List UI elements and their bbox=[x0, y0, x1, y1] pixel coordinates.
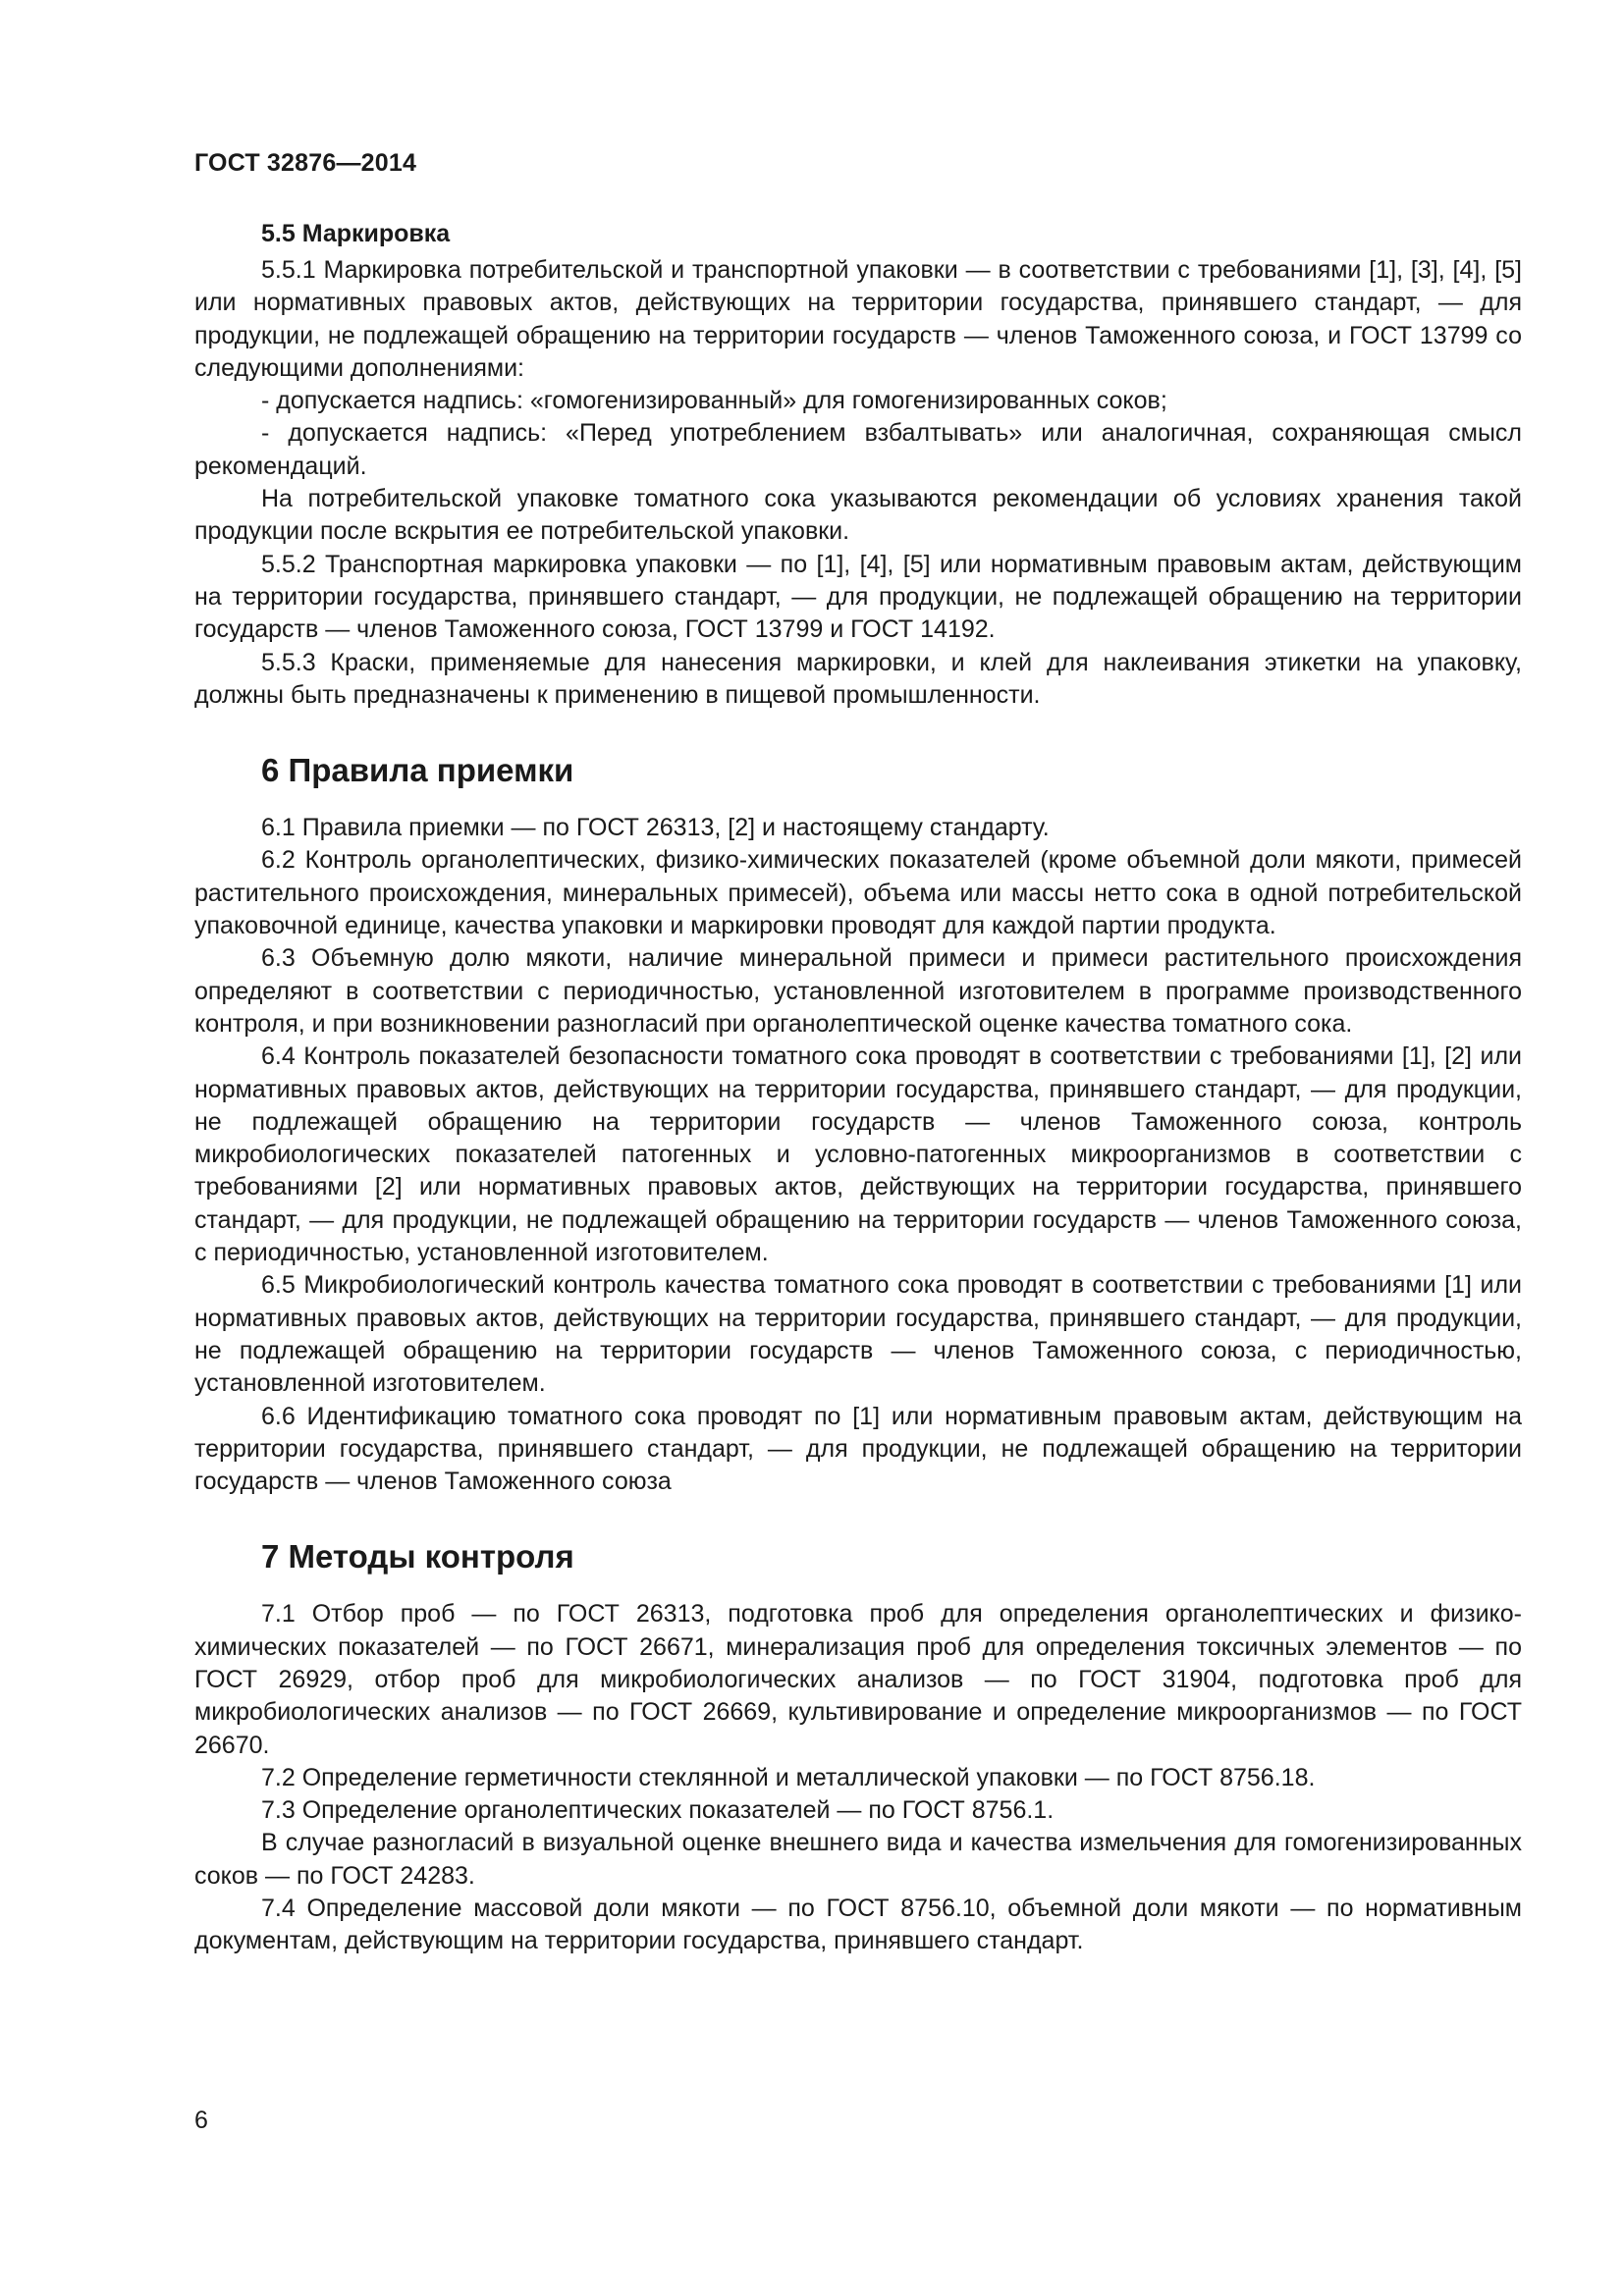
section-title-7: 7 Методы контроля bbox=[261, 1538, 574, 1575]
page-number: 6 bbox=[194, 2107, 208, 2134]
paragraph-6-5: 6.5 Микробиологический контроль качества томатного сока проводят в соответствии с требованиями [1] или нормативных правовых актов, действующих на территории государства, принявшего стандарт, — для продукции, не подлежащей обращению на территории государств — членов Таможенного союза, с периодичностью, установленной изготовителем. bbox=[194, 1271, 1522, 1398]
paragraph-6-6: 6.6 Идентификацию томатного сока проводят по [1] или нормативным правовым актам, действующим на территории государства, принявшего стандарт, — для продукции, не подлежащей обращению на территории государств — членов Таможенного союза bbox=[194, 1402, 1522, 1496]
list-item-dash-2: - допускается надпись: «Перед употреблением взбалтывать» или аналогичная, сохраняющая смысл рекомендаций. bbox=[194, 419, 1522, 480]
section-title-6: 6 Правила приемки bbox=[261, 752, 574, 789]
paragraph-6-2: 6.2 Контроль органолептических, физико-химических показателей (кроме объемной доли мякоти, примесей растительного происхождения, минеральных примесей), объема или массы нетто сока в одной потребительской упаковочной единице, качества упаковки и маркировки проводят для каждой партии продукта. bbox=[194, 846, 1522, 940]
paragraph-7-3: 7.3 Определение органолептических показателей — по ГОСТ 8756.1. bbox=[261, 1796, 1055, 1825]
list-item-dash-1: - допускается надпись: «гомогенизированный» для гомогенизированных соков; bbox=[261, 387, 1167, 415]
paragraph-7-1: 7.1 Отбор проб — по ГОСТ 26313, подготовка проб для определения органолептических и физико-химических показателей — по ГОСТ 26671, минерализация проб для определения токсичных элементов — по ГОСТ 26929, отбор проб для микробиологических анализов — по ГОСТ 31904, подготовка проб для микробиологических анализов — по ГОСТ 26669, культивирование и определение микроорганизмов — по ГОСТ 26670. bbox=[194, 1600, 1522, 1759]
paragraph-6-4: 6.4 Контроль показателей безопасности томатного сока проводят в соответствии с требованиями [1], [2] или нормативных правовых актов, действующих на территории государства, принявшего стандарт, — для продукции, не подлежащей обращению на территории государств — членов Таможенного союза, контроль микробиологических показателей патогенных и условно-патогенных микроорганизмов в соответствии с требованиями [2] или нормативных правовых актов, действующих на территории государства, принявшего стандарт, — для продукции, не подлежащей обращению на территории государств — членов Таможенного союза, с периодичностью, установленной изготовителем. bbox=[194, 1042, 1522, 1267]
document-header: ГОСТ 32876—2014 bbox=[194, 149, 417, 177]
document-body bbox=[194, 218, 1522, 1958]
paragraph-5-5-3: 5.5.3 Краски, применяемые для нанесения маркировки, и клей для наклеивания этикетки на упаковку, должны быть предназначены к применению в пищевой промышленности. bbox=[194, 648, 1522, 709]
paragraph-5-5-2: 5.5.2 Транспортная маркировка упаковки — по [1], [4], [5] или нормативным правовым актам, действующим на территории государства, принявшего стандарт, — для продукции, не подлежащей обращению на территории государств — членов Таможенного союза, ГОСТ 13799 и ГОСТ 14192. bbox=[194, 550, 1522, 644]
paragraph-7-3-note: В случае разногласий в визуальной оценке внешнего вида и качества измельчения для гомогенизированных соков — по ГОСТ 24283. bbox=[194, 1829, 1522, 1890]
paragraph-7-2: 7.2 Определение герметичности стеклянной и металлической упаковки — по ГОСТ 8756.18. bbox=[261, 1763, 1316, 1791]
paragraph-5-5-note: На потребительской упаковке томатного сока указываются рекомендации об условиях хранения такой продукции после вскрытия ее потребительской упаковки. bbox=[194, 485, 1522, 546]
subsection-title-5-5: 5.5 Маркировка bbox=[261, 220, 451, 247]
paragraph-5-5-1: 5.5.1 Маркировка потребительской и транспортной упаковки — в соответствии с требованиями [1], [3], [4], [5] или нормативных правовых актов, действующих на территории государства, принявшего стандарт, — для продукции, не подлежащей обращению на территории государств — членов Таможенного союза, и ГОСТ 13799 со следующими дополнениями: bbox=[194, 256, 1522, 382]
paragraph-6-3: 6.3 Объемную долю мякоти, наличие минеральной примеси и примеси растительного происхождения определяют в соответствии с периодичностью, установленной изготовителем в программе производственного контроля, и при возникновении разногласий при органолептической оценке качества томатного сока. bbox=[194, 944, 1522, 1038]
paragraph-6-1: 6.1 Правила приемки — по ГОСТ 26313, [2] и настоящему стандарту. bbox=[261, 814, 1050, 842]
paragraph-7-4: 7.4 Определение массовой доли мякоти — по ГОСТ 8756.10, объемной доли мякоти — по нормативным документам, действующим на территории государства, принявшего стандарт. bbox=[194, 1895, 1522, 1955]
